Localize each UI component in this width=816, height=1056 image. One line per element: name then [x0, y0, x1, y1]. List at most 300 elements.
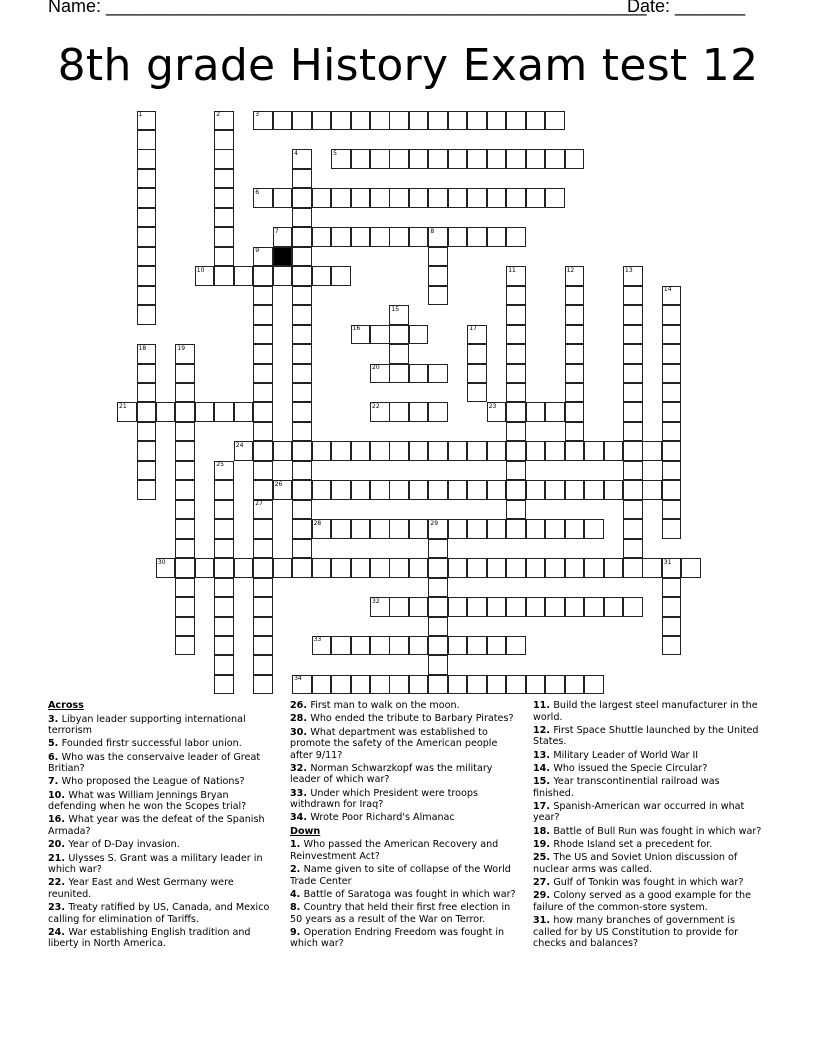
grid-cell[interactable] [506, 227, 526, 247]
grid-cell[interactable] [428, 617, 448, 637]
grid-cell[interactable] [214, 617, 234, 637]
grid-cell[interactable] [137, 480, 157, 500]
grid-cell[interactable] [312, 441, 332, 461]
grid-cell[interactable] [292, 344, 312, 364]
grid-cell[interactable] [545, 597, 565, 617]
grid-cell[interactable] [662, 500, 682, 520]
grid-cell[interactable] [137, 227, 157, 247]
grid-cell[interactable] [487, 519, 507, 539]
grid-cell[interactable] [526, 188, 546, 208]
grid-cell[interactable] [370, 636, 390, 656]
grid-cell[interactable] [506, 500, 526, 520]
grid-cell[interactable] [331, 188, 351, 208]
grid-cell[interactable] [584, 441, 604, 461]
grid-cell[interactable] [448, 227, 468, 247]
grid-cell[interactable] [137, 402, 157, 422]
grid-cell[interactable] [351, 558, 371, 578]
grid-cell[interactable] [526, 480, 546, 500]
grid-cell[interactable] [565, 480, 585, 500]
grid-cell[interactable] [584, 480, 604, 500]
grid-cell[interactable] [389, 111, 409, 131]
grid-cell[interactable] [351, 441, 371, 461]
grid-cell[interactable] [253, 655, 273, 675]
grid-cell[interactable] [370, 227, 390, 247]
grid-cell[interactable] [662, 422, 682, 442]
grid-cell[interactable] [409, 149, 429, 169]
grid-cell[interactable] [137, 461, 157, 481]
grid-cell[interactable] [389, 519, 409, 539]
grid-cell[interactable] [351, 636, 371, 656]
grid-cell[interactable] [292, 305, 312, 325]
grid-cell[interactable] [370, 188, 390, 208]
grid-cell[interactable] [448, 597, 468, 617]
grid-cell[interactable] [623, 383, 643, 403]
grid-cell[interactable] [331, 675, 351, 695]
grid-cell[interactable] [623, 344, 643, 364]
grid-cell[interactable] [175, 636, 195, 656]
grid-cell[interactable] [253, 383, 273, 403]
grid-cell[interactable] [175, 383, 195, 403]
grid-cell[interactable] [565, 364, 585, 384]
grid-cell[interactable] [487, 441, 507, 461]
grid-cell[interactable] [662, 617, 682, 637]
grid-cell[interactable] [175, 578, 195, 598]
grid-cell[interactable] [253, 441, 273, 461]
grid-cell[interactable] [292, 461, 312, 481]
grid-cell[interactable] [312, 558, 332, 578]
grid-cell[interactable] [623, 402, 643, 422]
grid-cell[interactable] [545, 111, 565, 131]
grid-cell[interactable] [253, 402, 273, 422]
grid-cell[interactable] [175, 558, 195, 578]
grid-cell[interactable] [137, 208, 157, 228]
grid-cell[interactable] [467, 383, 487, 403]
grid-cell[interactable] [448, 111, 468, 131]
grid-cell[interactable] [253, 266, 273, 286]
grid-cell[interactable] [623, 480, 643, 500]
grid-cell[interactable] [565, 344, 585, 364]
grid-cell[interactable] [214, 558, 234, 578]
grid-cell[interactable] [409, 188, 429, 208]
grid-cell[interactable] [137, 247, 157, 267]
grid-cell[interactable] [487, 480, 507, 500]
grid-cell[interactable] [565, 149, 585, 169]
grid-cell[interactable] [370, 111, 390, 131]
grid-cell[interactable] [331, 227, 351, 247]
grid-cell[interactable] [214, 130, 234, 150]
grid-cell[interactable] [253, 286, 273, 306]
grid-cell[interactable] [565, 597, 585, 617]
grid-cell[interactable] [545, 558, 565, 578]
grid-cell[interactable] [175, 500, 195, 520]
grid-cell[interactable] [428, 286, 448, 306]
grid-cell[interactable] [545, 149, 565, 169]
grid-cell[interactable] [506, 286, 526, 306]
grid-cell[interactable] [448, 519, 468, 539]
grid-cell[interactable] [292, 519, 312, 539]
grid-cell[interactable] [214, 169, 234, 189]
grid-cell[interactable] [467, 227, 487, 247]
grid-cell[interactable] [137, 130, 157, 150]
grid-cell[interactable] [565, 422, 585, 442]
grid-cell[interactable] [565, 558, 585, 578]
grid-cell[interactable] [545, 188, 565, 208]
grid-cell[interactable] [409, 519, 429, 539]
grid-cell[interactable] [273, 188, 293, 208]
grid-cell[interactable] [662, 578, 682, 598]
grid-cell[interactable] [526, 558, 546, 578]
grid-cell[interactable] [584, 519, 604, 539]
grid-cell[interactable] [370, 480, 390, 500]
grid-cell[interactable] [253, 480, 273, 500]
grid-cell[interactable] [467, 675, 487, 695]
grid-cell[interactable] [506, 636, 526, 656]
grid-cell[interactable] [214, 266, 234, 286]
grid-cell[interactable] [292, 169, 312, 189]
grid-cell[interactable] [604, 480, 624, 500]
grid-cell[interactable] [234, 402, 254, 422]
grid-cell[interactable] [409, 675, 429, 695]
grid-cell[interactable] [273, 558, 293, 578]
grid-cell[interactable] [292, 402, 312, 422]
grid-cell[interactable] [214, 500, 234, 520]
grid-cell[interactable] [428, 247, 448, 267]
grid-cell[interactable] [351, 111, 371, 131]
grid-cell[interactable] [351, 188, 371, 208]
grid-cell[interactable] [623, 597, 643, 617]
grid-cell[interactable] [662, 636, 682, 656]
grid-cell[interactable] [292, 383, 312, 403]
grid-cell[interactable] [253, 597, 273, 617]
grid-cell[interactable] [331, 480, 351, 500]
grid-cell[interactable] [604, 558, 624, 578]
grid-cell[interactable] [214, 519, 234, 539]
grid-cell[interactable] [292, 227, 312, 247]
grid-cell[interactable] [565, 402, 585, 422]
grid-cell[interactable] [487, 188, 507, 208]
grid-cell[interactable] [253, 422, 273, 442]
grid-cell[interactable] [331, 558, 351, 578]
grid-cell[interactable] [273, 441, 293, 461]
grid-cell[interactable] [623, 539, 643, 559]
grid-cell[interactable] [506, 441, 526, 461]
grid-cell[interactable] [214, 188, 234, 208]
grid-cell[interactable] [389, 364, 409, 384]
grid-cell[interactable] [409, 480, 429, 500]
date-field[interactable]: Date: _______ [627, 0, 746, 16]
grid-cell[interactable] [565, 441, 585, 461]
grid-cell[interactable] [448, 188, 468, 208]
grid-cell[interactable] [389, 558, 409, 578]
grid-cell[interactable] [370, 675, 390, 695]
grid-cell[interactable] [428, 578, 448, 598]
grid-cell[interactable] [584, 597, 604, 617]
grid-cell[interactable] [506, 597, 526, 617]
grid-cell[interactable] [331, 519, 351, 539]
grid-cell[interactable] [175, 441, 195, 461]
grid-cell[interactable] [175, 461, 195, 481]
grid-cell[interactable] [175, 539, 195, 559]
grid-cell[interactable] [565, 383, 585, 403]
grid-cell[interactable] [214, 247, 234, 267]
grid-cell[interactable] [565, 675, 585, 695]
grid-cell[interactable] [370, 149, 390, 169]
grid-cell[interactable] [175, 617, 195, 637]
grid-cell[interactable] [487, 636, 507, 656]
grid-cell[interactable] [253, 305, 273, 325]
grid-cell[interactable] [292, 441, 312, 461]
grid-cell[interactable] [506, 383, 526, 403]
grid-cell[interactable] [351, 675, 371, 695]
grid-cell[interactable] [467, 519, 487, 539]
grid-cell[interactable] [565, 286, 585, 306]
grid-cell[interactable] [292, 480, 312, 500]
grid-cell[interactable] [234, 266, 254, 286]
grid-cell[interactable] [467, 188, 487, 208]
grid-cell[interactable] [331, 111, 351, 131]
grid-cell[interactable] [428, 558, 448, 578]
grid-cell[interactable] [253, 461, 273, 481]
grid-cell[interactable] [428, 266, 448, 286]
grid-cell[interactable] [292, 539, 312, 559]
grid-cell[interactable] [506, 422, 526, 442]
grid-cell[interactable] [448, 558, 468, 578]
grid-cell[interactable] [331, 266, 351, 286]
grid-cell[interactable] [389, 597, 409, 617]
grid-cell[interactable] [428, 636, 448, 656]
grid-cell[interactable] [214, 675, 234, 695]
grid-cell[interactable] [506, 675, 526, 695]
grid-cell[interactable] [409, 325, 429, 345]
grid-cell[interactable] [292, 325, 312, 345]
name-field[interactable]: Name: ______________________________________________________ [48, 0, 647, 16]
grid-cell[interactable] [448, 636, 468, 656]
grid-cell[interactable] [487, 558, 507, 578]
grid-cell[interactable] [545, 441, 565, 461]
grid-cell[interactable] [467, 149, 487, 169]
grid-cell[interactable] [623, 364, 643, 384]
grid-cell[interactable] [448, 149, 468, 169]
grid-cell[interactable] [389, 149, 409, 169]
grid-cell[interactable] [389, 675, 409, 695]
grid-cell[interactable] [370, 558, 390, 578]
grid-cell[interactable] [195, 558, 215, 578]
grid-cell[interactable] [662, 519, 682, 539]
grid-cell[interactable] [487, 111, 507, 131]
grid-cell[interactable] [292, 422, 312, 442]
grid-cell[interactable] [409, 558, 429, 578]
grid-cell[interactable] [175, 519, 195, 539]
grid-cell[interactable] [526, 111, 546, 131]
grid-cell[interactable] [662, 383, 682, 403]
grid-cell[interactable] [428, 111, 448, 131]
grid-cell[interactable] [253, 675, 273, 695]
grid-cell[interactable] [623, 558, 643, 578]
grid-cell[interactable] [214, 480, 234, 500]
grid-cell[interactable] [137, 266, 157, 286]
grid-cell[interactable] [662, 480, 682, 500]
grid-cell[interactable] [389, 344, 409, 364]
grid-cell[interactable] [467, 558, 487, 578]
grid-cell[interactable] [604, 597, 624, 617]
grid-cell[interactable] [565, 519, 585, 539]
grid-cell[interactable] [623, 500, 643, 520]
grid-cell[interactable] [487, 227, 507, 247]
grid-cell[interactable] [428, 402, 448, 422]
grid-cell[interactable] [681, 558, 701, 578]
grid-cell[interactable] [195, 402, 215, 422]
grid-cell[interactable] [292, 111, 312, 131]
grid-cell[interactable] [428, 539, 448, 559]
grid-cell[interactable] [137, 305, 157, 325]
grid-cell[interactable] [526, 519, 546, 539]
grid-cell[interactable] [389, 188, 409, 208]
grid-cell[interactable] [253, 578, 273, 598]
grid-cell[interactable] [292, 364, 312, 384]
grid-cell[interactable] [370, 519, 390, 539]
grid-cell[interactable] [467, 597, 487, 617]
grid-cell[interactable] [565, 305, 585, 325]
grid-cell[interactable] [389, 325, 409, 345]
grid-cell[interactable] [312, 266, 332, 286]
grid-cell[interactable] [137, 422, 157, 442]
grid-cell[interactable] [175, 422, 195, 442]
grid-cell[interactable] [137, 169, 157, 189]
grid-cell[interactable] [526, 597, 546, 617]
grid-cell[interactable] [409, 636, 429, 656]
grid-cell[interactable] [137, 286, 157, 306]
grid-cell[interactable] [428, 480, 448, 500]
grid-cell[interactable] [292, 500, 312, 520]
grid-cell[interactable] [292, 286, 312, 306]
grid-cell[interactable] [506, 149, 526, 169]
grid-cell[interactable] [642, 441, 662, 461]
grid-cell[interactable] [467, 111, 487, 131]
grid-cell[interactable] [351, 149, 371, 169]
grid-cell[interactable] [312, 227, 332, 247]
grid-cell[interactable] [623, 519, 643, 539]
grid-cell[interactable] [137, 188, 157, 208]
grid-cell[interactable] [467, 441, 487, 461]
grid-cell[interactable] [545, 402, 565, 422]
grid-cell[interactable] [506, 364, 526, 384]
grid-cell[interactable] [467, 344, 487, 364]
grid-cell[interactable] [623, 305, 643, 325]
grid-cell[interactable] [312, 675, 332, 695]
grid-cell[interactable] [487, 149, 507, 169]
grid-cell[interactable] [331, 441, 351, 461]
grid-cell[interactable] [370, 441, 390, 461]
grid-cell[interactable] [526, 402, 546, 422]
grid-cell[interactable] [565, 325, 585, 345]
grid-cell[interactable] [623, 441, 643, 461]
grid-cell[interactable] [312, 111, 332, 131]
grid-cell[interactable] [428, 441, 448, 461]
grid-cell[interactable] [662, 325, 682, 345]
grid-cell[interactable] [292, 188, 312, 208]
grid-cell[interactable] [137, 364, 157, 384]
grid-cell[interactable] [292, 208, 312, 228]
grid-cell[interactable] [506, 480, 526, 500]
grid-cell[interactable] [604, 441, 624, 461]
grid-cell[interactable] [506, 325, 526, 345]
grid-cell[interactable] [506, 344, 526, 364]
grid-cell[interactable] [662, 597, 682, 617]
grid-cell[interactable] [662, 364, 682, 384]
grid-cell[interactable] [214, 597, 234, 617]
grid-cell[interactable] [642, 558, 662, 578]
grid-cell[interactable] [545, 519, 565, 539]
grid-cell[interactable] [175, 364, 195, 384]
grid-cell[interactable] [253, 558, 273, 578]
grid-cell[interactable] [312, 188, 332, 208]
grid-cell[interactable] [623, 422, 643, 442]
grid-cell[interactable] [428, 188, 448, 208]
grid-cell[interactable] [584, 675, 604, 695]
grid-cell[interactable] [487, 597, 507, 617]
grid-cell[interactable] [214, 636, 234, 656]
grid-cell[interactable] [389, 636, 409, 656]
grid-cell[interactable] [623, 461, 643, 481]
grid-cell[interactable] [526, 675, 546, 695]
grid-cell[interactable] [351, 480, 371, 500]
grid-cell[interactable] [545, 480, 565, 500]
grid-cell[interactable] [253, 617, 273, 637]
grid-cell[interactable] [351, 519, 371, 539]
grid-cell[interactable] [409, 227, 429, 247]
grid-cell[interactable] [137, 383, 157, 403]
grid-cell[interactable] [662, 461, 682, 481]
grid-cell[interactable] [273, 266, 293, 286]
grid-cell[interactable] [428, 675, 448, 695]
grid-cell[interactable] [214, 539, 234, 559]
grid-cell[interactable] [428, 597, 448, 617]
grid-cell[interactable] [409, 441, 429, 461]
grid-cell[interactable] [331, 636, 351, 656]
grid-cell[interactable] [214, 149, 234, 169]
grid-cell[interactable] [428, 149, 448, 169]
grid-cell[interactable] [156, 402, 176, 422]
grid-cell[interactable] [506, 461, 526, 481]
grid-cell[interactable] [389, 402, 409, 422]
grid-cell[interactable] [389, 441, 409, 461]
grid-cell[interactable] [526, 149, 546, 169]
grid-cell[interactable] [351, 227, 371, 247]
grid-cell[interactable] [623, 325, 643, 345]
grid-cell[interactable] [428, 364, 448, 384]
grid-cell[interactable] [662, 441, 682, 461]
grid-cell[interactable] [389, 227, 409, 247]
grid-cell[interactable] [253, 325, 273, 345]
grid-cell[interactable] [253, 364, 273, 384]
grid-cell[interactable] [662, 402, 682, 422]
grid-cell[interactable] [467, 636, 487, 656]
grid-cell[interactable] [584, 558, 604, 578]
grid-cell[interactable] [253, 539, 273, 559]
grid-cell[interactable] [526, 441, 546, 461]
grid-cell[interactable] [506, 111, 526, 131]
grid-cell[interactable] [253, 636, 273, 656]
grid-cell[interactable] [273, 111, 293, 131]
grid-cell[interactable] [214, 227, 234, 247]
grid-cell[interactable] [428, 655, 448, 675]
grid-cell[interactable] [409, 597, 429, 617]
grid-cell[interactable] [409, 111, 429, 131]
grid-cell[interactable] [467, 480, 487, 500]
grid-cell[interactable] [214, 578, 234, 598]
grid-cell[interactable] [506, 558, 526, 578]
grid-cell[interactable] [175, 402, 195, 422]
